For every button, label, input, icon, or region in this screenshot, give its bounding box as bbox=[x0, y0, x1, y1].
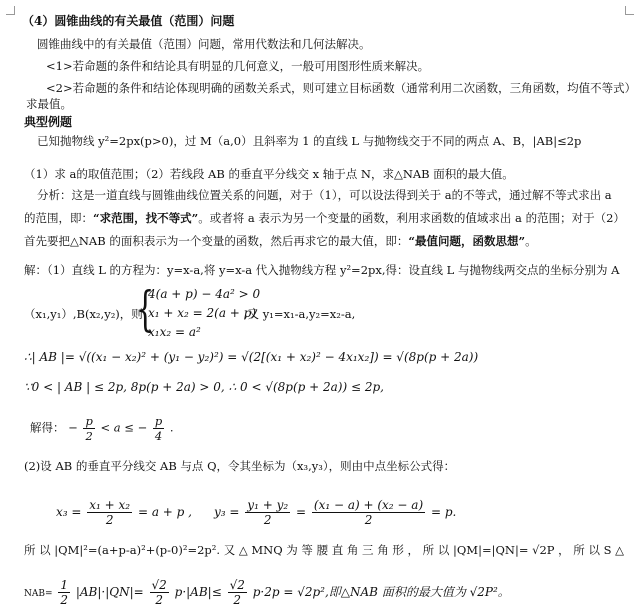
frac-one-half: $\frac{1}{2}$ bbox=[60, 578, 68, 607]
intro-text: 圆锥曲线中的有关最值（范围）问题，常用代数法和几何法解决。 bbox=[37, 37, 371, 51]
page-corner-mark-left bbox=[6, 6, 15, 15]
method-item-1: <1>若命题的条件和结论具有明显的几何意义，一般可用图形性质来解决。 bbox=[46, 59, 430, 73]
ab-length-formula: ∴| AB |= √((x₁ − x₂)² + (y₁ − y₂)²) = √(2[(x₁ + x₂)² − 4x₁x₂]) = √(8p(p + 2a)) bbox=[24, 350, 479, 364]
frac-y3-expanded: $\frac{\text{(x₁ − a) + (x₂ − a)}}{2}$ bbox=[313, 498, 424, 527]
system-brace: { bbox=[136, 281, 155, 337]
frac-y3: $\frac{\text{y₁ + y₂}}{2}$ bbox=[247, 498, 289, 527]
system-line-1: 4(a + p) − 4a² > 0 bbox=[148, 287, 261, 301]
x3-formula: x₃ = $\frac{\text{x₁ + x₂}}{2}$ = a + p , bbox=[56, 498, 192, 527]
solution1-substitution: ,又 y₁=x₁-a,y₂=x₂-a, bbox=[244, 307, 356, 321]
example-title: 典型例题 bbox=[24, 115, 73, 129]
analysis-line3 bbox=[24, 234, 537, 248]
analysis-line3-a: 首先要把△NAB 的面积表示为一个变量的函数，然后再求它的最大值，即： bbox=[24, 234, 409, 248]
analysis-line2-c: 。或者将 a 表示为另一个变量的函数，利用求函数的值域求出 a 的范围；对于（2） bbox=[198, 211, 625, 225]
analysis-keyphrase-range: “求范围，找不等式” bbox=[93, 211, 199, 225]
solve-label: 解得： bbox=[30, 420, 65, 435]
frac-sqrt2-half-a: $\frac{√2}{2}$ bbox=[151, 578, 167, 607]
analysis-line1: 分析：这是一道直线与圆锥曲线位置关系的问题，对于（1），可以设法得到关于 a的不等式，通过解不等式求出 a bbox=[37, 188, 612, 202]
analysis-line2 bbox=[24, 211, 625, 225]
ab-inequality: ∵0 < | AB | ≤ 2p, 8p(p + 2a) > 0, ∴ 0 < √(8p(p + 2a)) ≤ 2p, bbox=[24, 380, 384, 394]
solution2-line2: 所 以 |QM|²=(a+p-a)²+(p-0)²=2p². 又 △ MNQ 为 等 腰 直 角 三 角 形 ， 所 以 |QM|=|QN|= √2P ， 所 以 S △ bbox=[24, 543, 624, 557]
frac-p-over-4: $\frac{p}{4}$ bbox=[154, 414, 163, 443]
solution2-line1: (2)设 AB 的垂直平分线交 AB 与点 Q，令其坐标为（x₃,y₃），则由中点坐标公式得： bbox=[24, 459, 456, 473]
solve-period: . bbox=[169, 420, 174, 435]
analysis-keyphrase-function: “最值问题，函数思想” bbox=[408, 234, 526, 248]
solve-middle: < a ≤ − bbox=[100, 420, 148, 435]
method-item-2-line2: 求最值。 bbox=[26, 97, 72, 111]
page-corner-mark-right bbox=[625, 6, 634, 15]
area-max-formula: NAB= $\frac{1}{2}$ |AB|·|QN|= $\frac{√2}{2}$ p·|AB|≤ $\frac{√2}{2}$ p·2p = √2p²,即△NAB 面积的最大值为 √2P²。 bbox=[24, 578, 510, 607]
system-line-3: x₁x₂ = a² bbox=[148, 325, 201, 339]
analysis-line2-a: 的范围，即： bbox=[24, 211, 93, 225]
problem-statement-line2: （1）求 a的取值范围；（2）若线段 AB 的垂直平分线交 x 轴于点 N，求△NAB 面积的最大值。 bbox=[24, 167, 514, 181]
method-item-2-line1: <2>若命题的条件和结论体现明确的函数关系式，则可建立目标函数（通常利用二次函数，三角函数，均值不等式） bbox=[46, 81, 637, 95]
frac-x3: $\frac{\text{x₁ + x₂}}{2}$ bbox=[89, 498, 131, 527]
solve-result bbox=[30, 414, 174, 443]
frac-sqrt2-half-b: $\frac{√2}{2}$ bbox=[229, 578, 245, 607]
frac-p-over-2: $\frac{p}{2}$ bbox=[85, 414, 93, 443]
y3-formula: y₃ = $\frac{\text{y₁ + y₂}}{2}$ = $\frac{\text{(x₁ − a) + (x₂ − a)}}{2}$ = p. bbox=[214, 498, 457, 527]
solution1-line1: 解：（1）直线 L 的方程为：y=x-a,将 y=x-a 代入抛物线方程 y²=2px,得：设直线 L 与抛物线两交点的坐标分别为 A bbox=[24, 263, 620, 277]
problem-statement-line1: 已知抛物线 y²=2px(p>0)，过 M（a,0）且斜率为 1 的直线 L 与抛物线交于不同的两点 A、B，|AB|≤2p bbox=[37, 134, 582, 148]
solution1-coords: （x₁,y₁）,B(x₂,y₂)，则 bbox=[24, 307, 143, 321]
system-line-2: x₁ + x₂ = 2(a + p) bbox=[148, 306, 257, 320]
analysis-line3-c: 。 bbox=[525, 234, 537, 248]
section-heading: （4）圆锥曲线的有关最值（范围）问题 bbox=[22, 14, 235, 28]
solve-minus: − bbox=[68, 420, 78, 435]
